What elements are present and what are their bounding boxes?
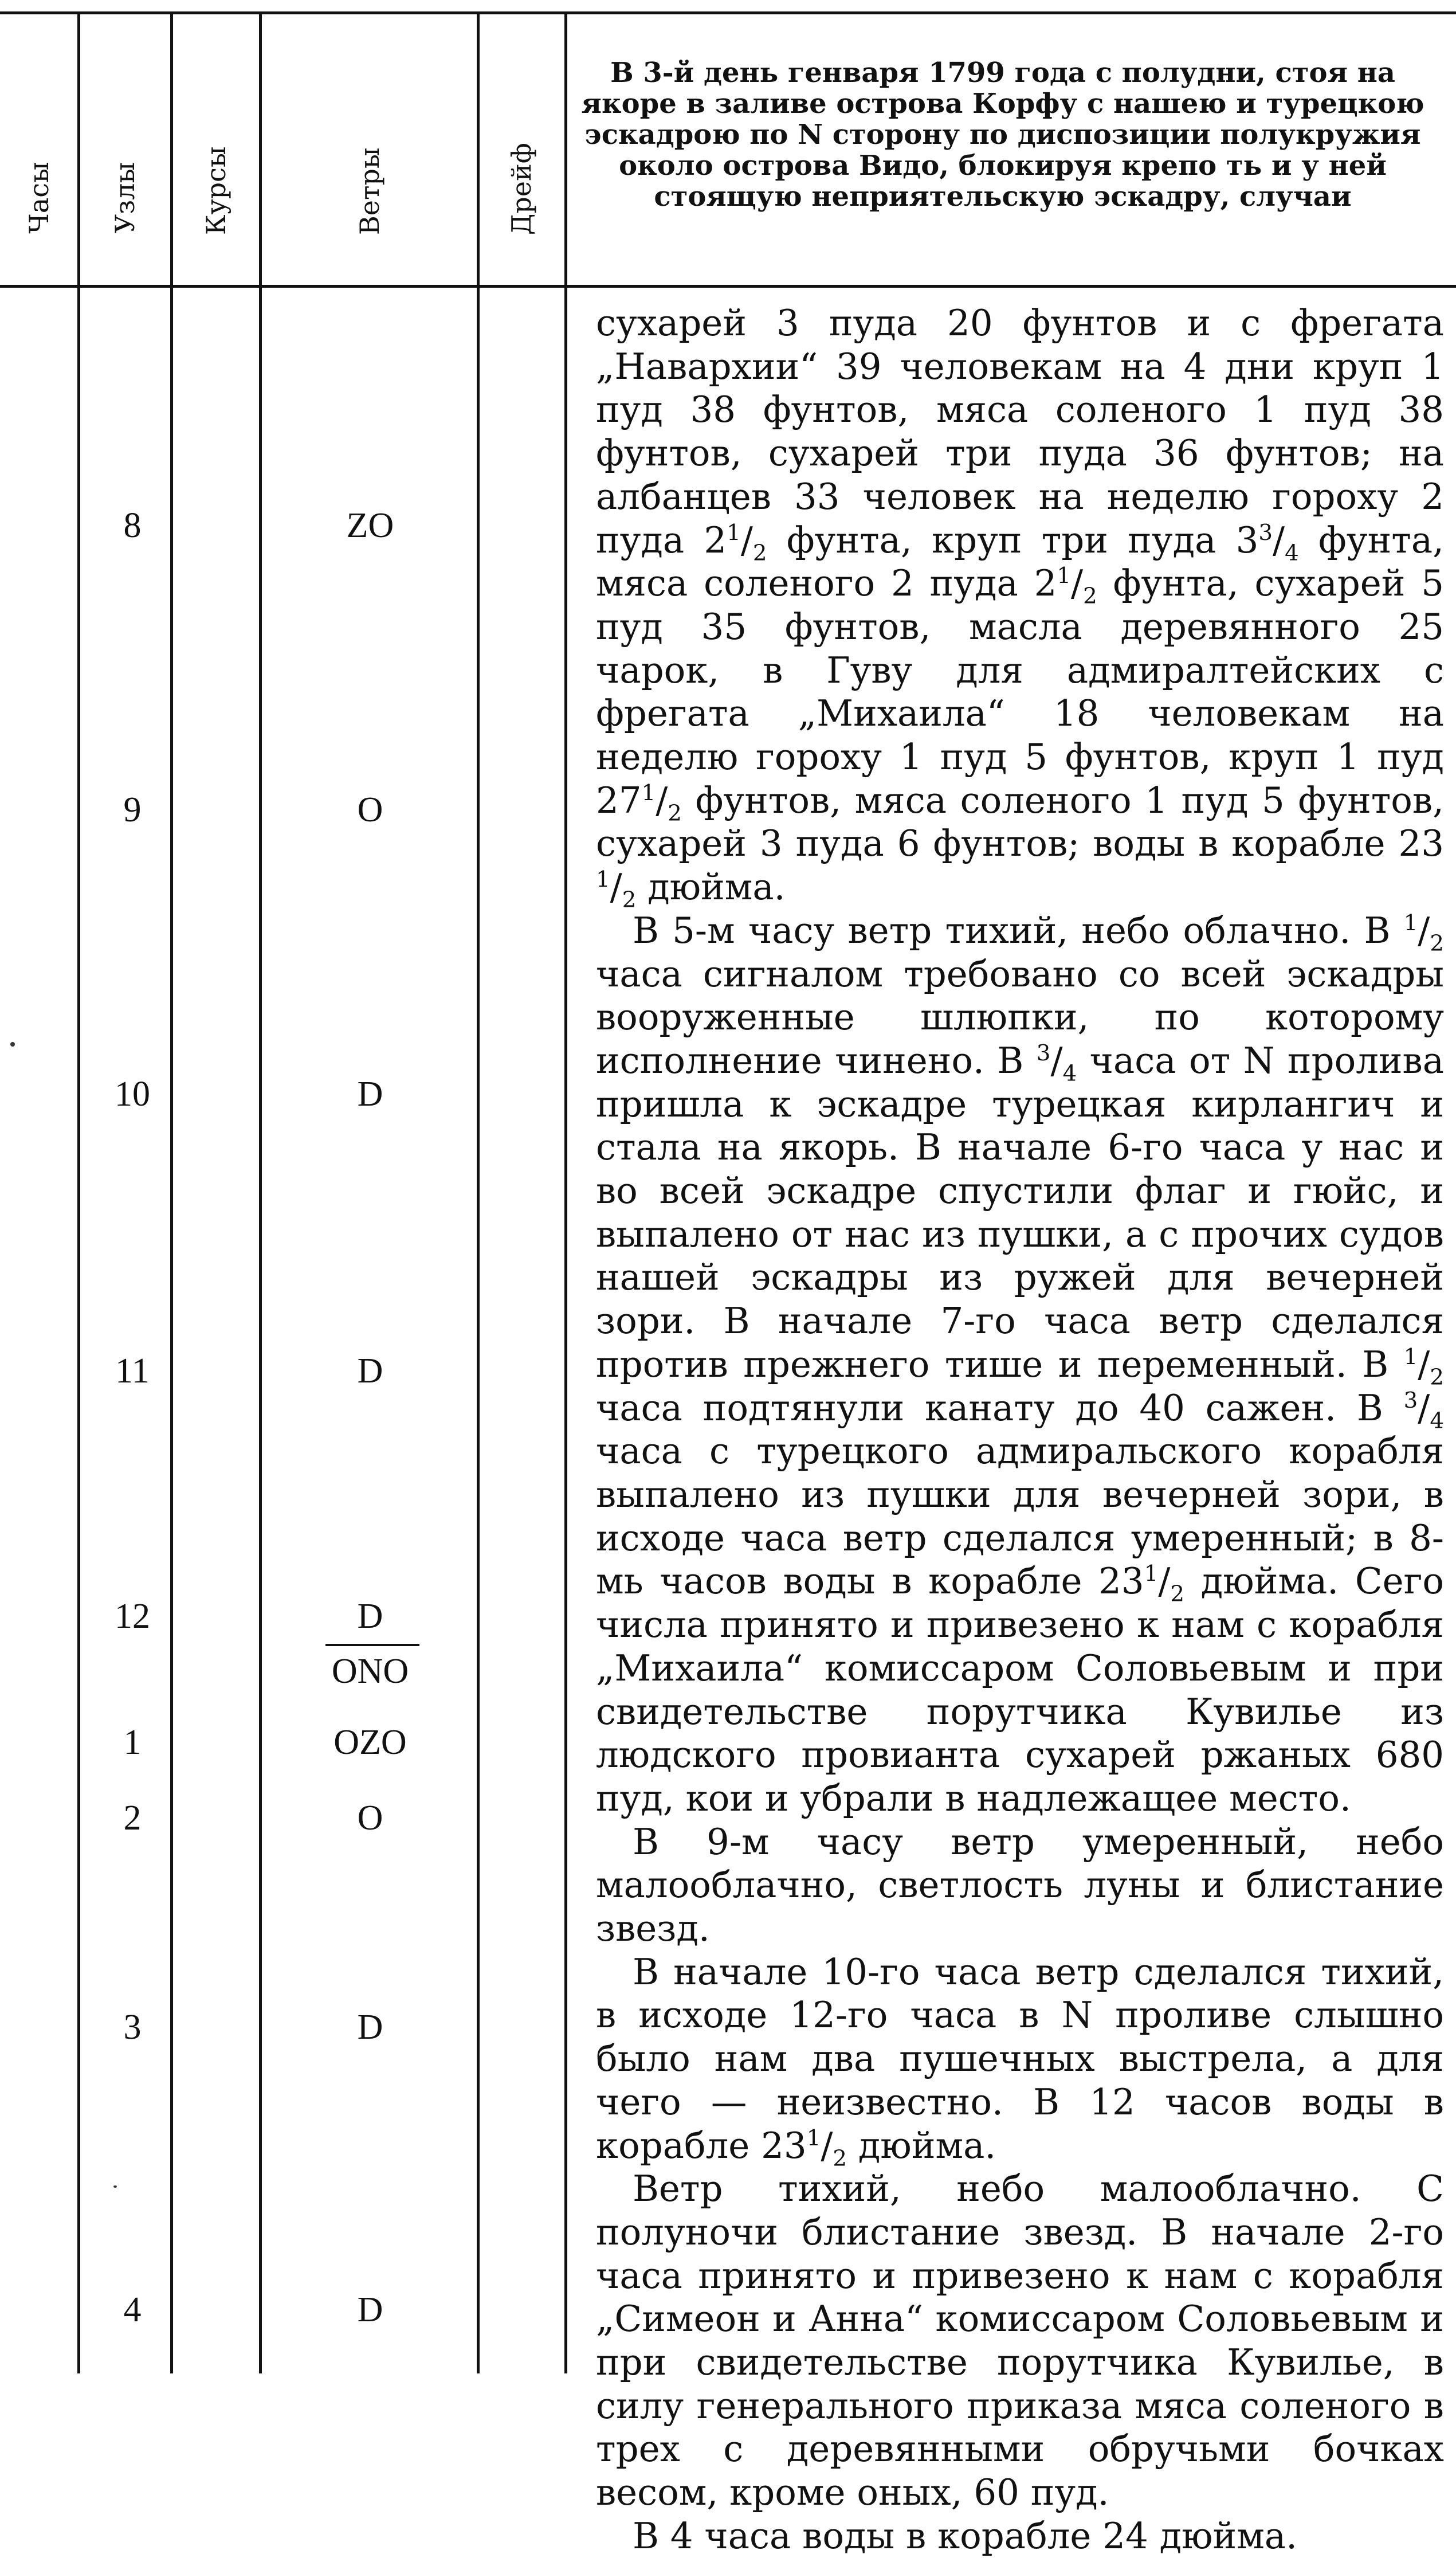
hour-cell: 2	[123, 1799, 142, 1838]
wind-cell: ZO	[346, 506, 394, 545]
log-paragraph: В начале 10-го часа ветр сделался тихий, в исходе 12-го часа в N проливе слышно было нам два пушечных выстрела, а для чего — неизвестно. В 12 часов воды в корабле $23^1/_2$ дюйма.	[596, 1950, 1444, 2172]
log-header-text: В 3-й день генваря 1799 года с полудни, стоя на якоре в заливе острова Корфу с нашею и турецкою эскадрою по N сторону по диспозиции полукружия около острова Видо, блокируя крепо ть и у ней стоящую неприятельскую эскадру, случаи	[581, 57, 1424, 213]
column-divider	[77, 11, 80, 2373]
wind-cell: D	[357, 1075, 383, 1114]
column-header-winds: Ветры	[354, 147, 385, 235]
wind-cell: O	[357, 790, 383, 829]
column-divider	[477, 11, 480, 2373]
column-header-courses: Курсы	[201, 146, 231, 235]
log-paragraph: В 4 часа воды в корабле 24 дюйма.	[633, 2514, 1297, 2557]
wind-cell: OZO	[333, 1723, 407, 1762]
column-header-knots: Узлы	[109, 162, 140, 234]
wind-cell: O	[357, 1799, 383, 1838]
log-entry-text	[596, 301, 1444, 2558]
column-header-drift: Дрейф	[506, 143, 537, 235]
print-speck	[113, 2185, 117, 2188]
log-paragraph: В 9-м часу ветр умеренный, небо малооблачно, светлость луны и блистание звезд.	[596, 1820, 1444, 1950]
hour-cell: 3	[123, 2008, 142, 2047]
wind-cell: D	[357, 1352, 383, 1390]
wind-cell: ONO	[331, 1652, 409, 1691]
wind-cell: D	[357, 2290, 383, 2329]
wind-cell: D	[357, 2008, 383, 2047]
wind-change-rule	[325, 1644, 419, 1646]
hour-cell: 12	[115, 1597, 150, 1636]
hour-cell: 1	[123, 1723, 142, 1762]
wind-cell: D	[357, 1597, 383, 1636]
top-rule	[0, 11, 1456, 14]
print-speck	[10, 1042, 15, 1047]
log-paragraph: сухарей 3 пуда 20 фунтов и с фрегата „Навархии“ 39 человекам на 4 дни круп 1 пуд 38 фунтов, мяса соленого 1 пуд 38 фунтов, сухарей три пуда 36 фунтов; на албанцев 33 человек на неделю гороху 2 пуда $2^1/_2$ фунта, круп три пуда $3^3/_4$ фунта, мяса соленого 2 пуда $2^1/_2$ фунта, сухарей 5 пуд 35 фунтов, масла деревянного 25 чарок, в Гуву для адмиралтейских с фрегата „Михаила“ 18 человекам на неделю гороху 1 пуд 5 фунтов, круп 1 пуд $27^1/_2$ фунтов, мяса соленого 1 пуд 5 фунтов, сухарей 3 пуда 6 фунтов; воды в корабле 23 $^1/_2$ дюйма.	[596, 302, 1444, 913]
column-header-hours: Часы	[23, 162, 54, 234]
log-paragraph: В 5-м часу ветр тихий, небо облачно. В $^1/_2$ часа сигналом требовано со всей эскадры вооруженные шлюпки, по которому исполнение чинено. В $^3/_4$ часа от N пролива пришла к эскадре турецкая кирлангич и стала на якорь. В начале 6-го часа у нас и во всей эскадре спустили флаг и гюйс, и выпалено от нас из пушки, а с прочих судов нашей эскадры из ружей для вечерней зори. В начале 7-го часа ветр сделался против прежнего тише и переменный. В $^1/_2$ часа подтянули канату до 40 сажен. В $^3/_4$ часа с турецкого адмиральского корабля выпалено из пушки для вечерней зори, в исходе часа ветр сделался умеренный; в 8-мь часов воды в корабле $23^1/_2$ дюйма. Сего числа принято и привезено к нам с корабля „Михаила“ комиссаром Соловьевым и при свидетельстве порутчика Кувилье из людского провианта сухарей ржаных 680 пуд, кои и убрали в надлежащее место.	[596, 909, 1444, 1819]
header-bottom-rule	[0, 285, 1456, 288]
column-divider	[259, 11, 262, 2373]
hour-cell: 4	[123, 2290, 142, 2329]
hour-cell: 11	[115, 1352, 150, 1390]
hour-cell: 8	[123, 506, 142, 545]
hour-cell: 10	[115, 1075, 150, 1114]
log-paragraph: Ветр тихий, небо малооблачно. С полуночи блистание звезд. В начале 2-го часа принято и привезено к нам с корабля „Симеон и Анна“ комиссаром Соловьевым и при свидетельстве порутчика Кувилье, в силу генерального приказа мяса соленого в трех с деревянными обручьми бочках весом, кроме оных, 60 пуд.	[596, 2168, 1444, 2514]
column-divider	[564, 11, 567, 2373]
column-divider	[170, 11, 173, 2373]
hour-cell: 9	[123, 790, 142, 829]
